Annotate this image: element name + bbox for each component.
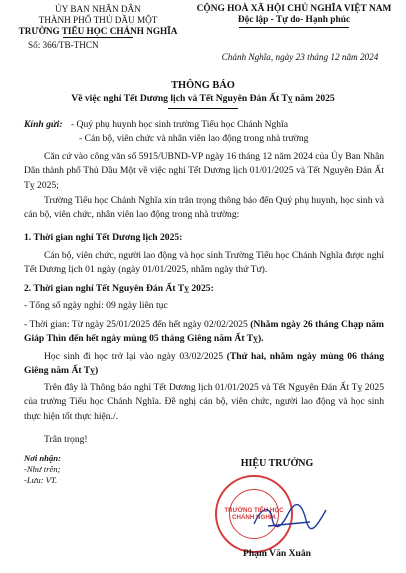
section-2-total: - Tổng số ngày nghỉ: 09 ngày liên tục [24, 300, 168, 311]
nation-block [188, 4, 400, 28]
section-2-time-lunar: (Nhằm ngày 26 tháng Chạp năm Giáp Thìn đến hết ngày mùng 05 tháng Giêng năm Ất Tỵ). [24, 319, 384, 345]
section-1-text-content: Cán bộ, viên chức, người lao động và học sinh Trường Tiểu học Chánh Nghĩa được nghỉ Tết Dương lịch 01 ngày (ngày 01/01/2025, nhằm ngày thứ Tư). [24, 250, 384, 276]
return-to-school [24, 350, 384, 379]
document-title: THÔNG BÁO [171, 80, 235, 91]
document-subject: Về việc nghỉ Tết Dương lịch và Tết Nguyên Đán Ất Tỵ năm 2025 [71, 93, 335, 104]
motto-underline [239, 27, 349, 28]
signature [250, 500, 330, 534]
section-2-time-prefix: - Thời gian: Từ ngày 25/01/2025 đến hết ngày 02/02/2025 [24, 319, 251, 330]
distribution-label: Nơi nhận: [24, 453, 61, 463]
document-number: Số: 366/TB-THCN [28, 40, 99, 51]
seal-text-content: TRƯỜNG TIỂU HỌC CHÁNH NGHĨA [224, 507, 284, 521]
paragraph-announcement-text: Trường Tiểu học Chánh Nghĩa xin trân trọng thông báo đến Quý phụ huynh, học sinh và cán bộ, viên chức, nhân viên lao động trong nhà trường: [24, 195, 384, 221]
issuer-line-2: THÀNH PHỐ THỦ DẦU MỘT [38, 14, 158, 25]
regards: Trân trọng! [44, 434, 88, 445]
closing-paragraph [24, 381, 384, 424]
recipient-staff: - Cán bộ, viên chức và nhân viên lao động trong nhà trường [79, 133, 309, 144]
recipients-block [24, 118, 384, 146]
distribution-item-2: -Lưu: VT. [24, 475, 58, 485]
distribution-item-1: -Như trên; [24, 464, 61, 474]
section-1-text [24, 249, 384, 278]
place-date: Chánh Nghĩa, ngày 23 tháng 12 năm 2024 [221, 52, 379, 62]
nation-motto: Độc lập - Tự do- Hạnh phúc [237, 15, 351, 25]
section-2-title: 2. Thời gian nghỉ Tết Nguyên Đán Ất Tỵ 2025: [24, 283, 214, 294]
issuer-underline [63, 37, 133, 38]
paragraph-legal-basis-text: Căn cứ vào công văn số 5915/UBND-VP ngày 16 tháng 12 năm 2024 của Ủy Ban Nhân Dân thành phố Thủ Dầu Một về việc nghỉ Tết Dương lịch 01/01/2025 và Tết Nguyên Đán Ất Tỵ 2025; [24, 151, 384, 191]
return-lunar: (Thứ hai, nhằm ngày mùng 06 tháng Giêng năm Ất Tỵ) [24, 351, 384, 377]
paragraph-announcement [24, 194, 384, 223]
distribution-block [24, 453, 61, 486]
signer-name: Phạm Văn Xuân [242, 548, 312, 559]
signer-title: HIỆU TRƯỞNG [240, 458, 314, 469]
section-2-time [24, 318, 384, 347]
recipients-label: Kính gửi: [24, 119, 63, 130]
closing-text: Trên đây là Thông báo nghỉ Tết Dương lịch 01/01/2025 và Tết Nguyên Đán Ất Tỵ 2025 của trường Tiểu học Chánh Nghĩa. Đề nghị cán bộ, viên chức, người lao động và học sinh thực hiện tốt thực hiện./. [24, 382, 384, 422]
subject-underline [168, 108, 238, 109]
section-1-title: 1. Thời gian nghỉ Tết Dương lịch 2025: [24, 232, 183, 243]
return-prefix: Học sinh đi học trở lại vào ngày 03/02/2025 [44, 351, 227, 362]
issuer-block [10, 4, 186, 51]
recipient-parents: - Quý phụ huynh học sinh trường Tiểu học Chánh Nghĩa [70, 119, 289, 130]
nation-title: CỘNG HOÀ XÃ HỘI CHỦ NGHĨA VIỆT NAM [196, 4, 392, 14]
paragraph-legal-basis [24, 150, 384, 193]
issuer-line-1: ỦY BAN NHÂN DÂN [55, 4, 141, 14]
issuer-school-name: TRƯỜNG TIỂU HỌC CHÁNH NGHĨA [18, 25, 178, 36]
